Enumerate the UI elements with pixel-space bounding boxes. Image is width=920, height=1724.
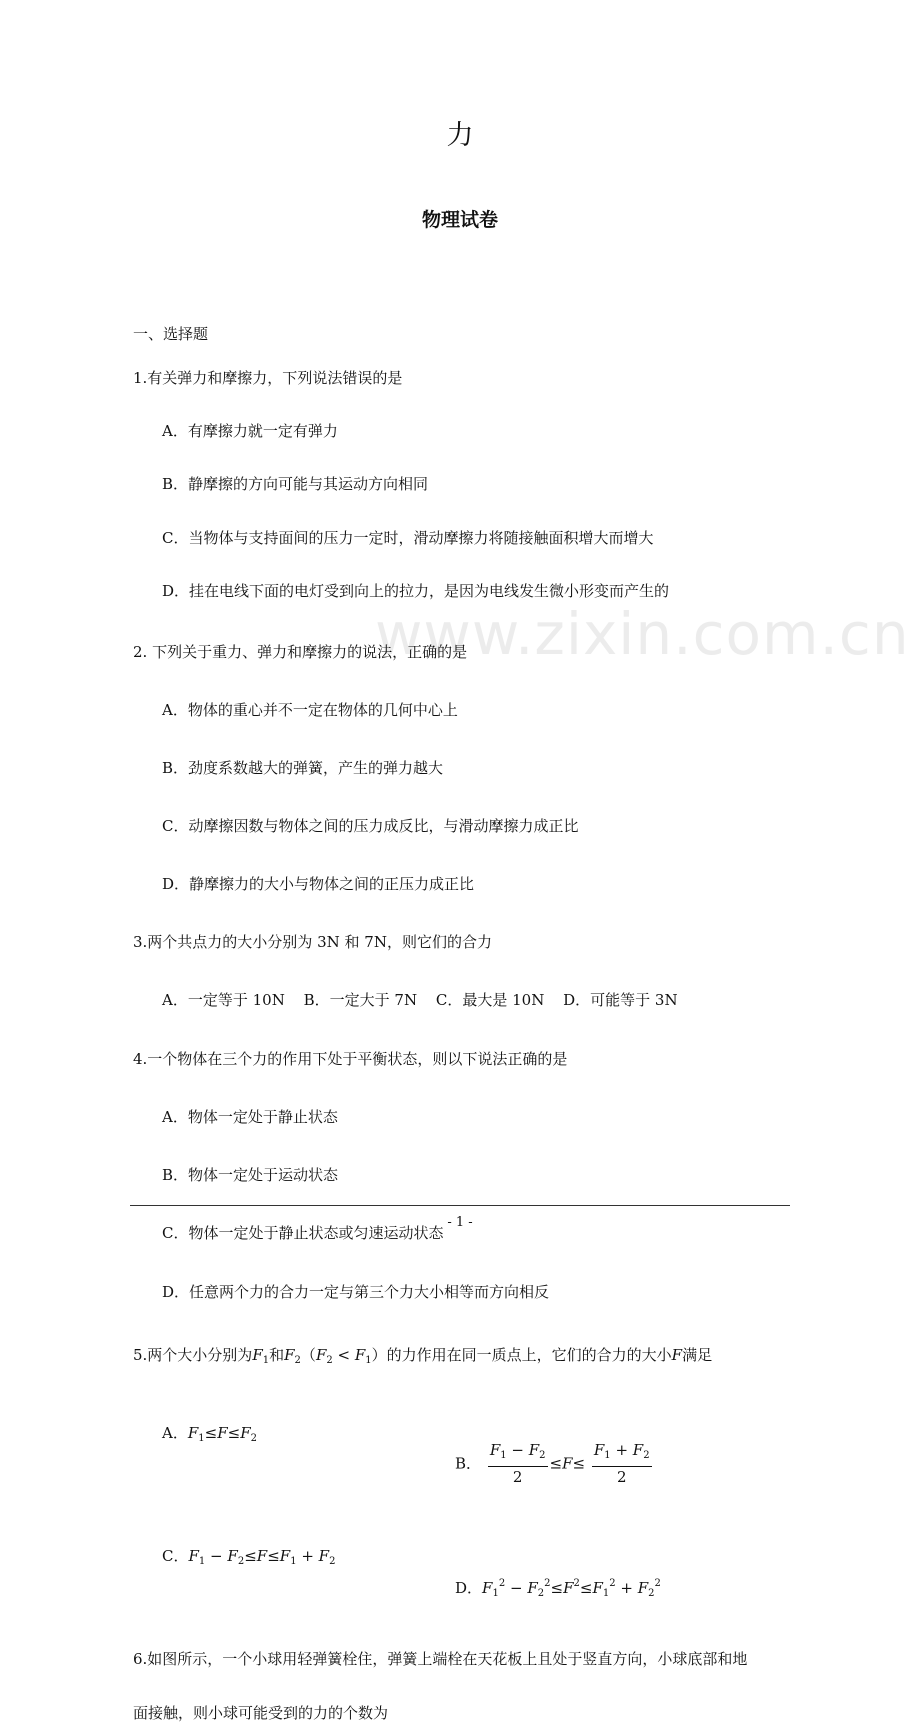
question-2-option-c: C．动摩擦因数与物体之间的压力成反比，与滑动摩擦力成正比	[162, 817, 579, 835]
question-3-option-a: A．一定等于 10N	[162, 991, 285, 1009]
question-4-stem: 4.一个物体在三个力的作用下处于平衡状态，则以下说法正确的是	[133, 1050, 568, 1068]
question-1-option-c: C．当物体与支持面间的压力一定时，滑动摩擦力将随接触面积增大而增大	[162, 529, 654, 547]
page-title: 力	[446, 120, 474, 151]
question-1-option-a: A．有摩擦力就一定有弹力	[162, 422, 338, 440]
question-6-stem-line-2: 面接触，则小球可能受到的力的个数为	[133, 1704, 389, 1722]
question-1-stem: 1.有关弹力和摩擦力，下列说法错误的是	[133, 369, 403, 387]
fraction-sum: $\frac{F_1 + F_2}{2}$	[593, 1441, 650, 1486]
question-3-option-d: D．可能等于 3N	[563, 991, 678, 1009]
question-4-option-a: A．物体一定处于静止状态	[162, 1108, 338, 1126]
question-4-option-b: B．物体一定处于运动状态	[162, 1166, 339, 1184]
page-subtitle: 物理试卷	[421, 209, 498, 231]
question-1-option-d: D．挂在电线下面的电灯受到向上的拉力，是因为电线发生微小形变而产生的	[162, 582, 670, 600]
watermark: www.zixin.com.cn	[375, 600, 910, 668]
question-6-stem-line-1: 6.如图所示，一个小球用轻弹簧栓住，弹簧上端栓在天花板上且处于竖直方向，小球底部和地	[133, 1650, 748, 1668]
footer-divider	[130, 1205, 790, 1206]
question-5-stem: 5.两个大小分别为$F_1$和$F_2(F_2 < F_1)$的力作用在同一质点上，它们的合力的大小F满足	[133, 1346, 713, 1366]
question-2-option-a: A．物体的重心并不一定在物体的几何中心上	[162, 701, 458, 719]
question-3-options	[162, 989, 920, 1011]
question-3-stem: 3.两个共点力的大小分别为 3N 和 7N，则它们的合力	[133, 933, 492, 951]
question-5-option-c: C．$F_1 - F_2\le F\le F_1 + F_2$	[162, 1547, 336, 1567]
fraction-diff: $\frac{F_1 - F_2}{2}$	[489, 1441, 546, 1486]
question-1-option-b: B．静摩擦的方向可能与其运动方向相同	[162, 475, 429, 493]
question-5-option-d: D．$F_1^2 - F_2^2\le F^2\le F_1^2 + F_2^2$	[455, 1578, 661, 1599]
question-2-option-b: B．劲度系数越大的弹簧，产生的弹力越大	[162, 759, 444, 777]
question-3-option-c: C．最大是 10N	[435, 991, 545, 1009]
question-2-option-d: D．静摩擦力的大小与物体之间的正压力成正比	[162, 875, 475, 893]
question-2-stem: 2. 下列关于重力、弹力和摩擦力的说法，正确的是	[133, 643, 468, 661]
question-3-option-b: B．一定大于 7N	[303, 991, 418, 1009]
question-4-option-c: C．物体一定处于静止状态或匀速运动状态	[162, 1224, 444, 1242]
question-5-option-b: B． $\frac{F_1 - F_2}{2}$ ≤F≤ $\frac{F_1 + F_2}{2}$	[455, 1441, 650, 1486]
question-5-option-a: A．$F_1\le F\le F_2$	[162, 1424, 258, 1444]
page-number: - 1 -	[447, 1215, 473, 1230]
section-heading: 一、选择题	[133, 325, 209, 343]
question-4-option-d: D．任意两个力的合力一定与第三个力大小相等而方向相反	[162, 1283, 550, 1301]
